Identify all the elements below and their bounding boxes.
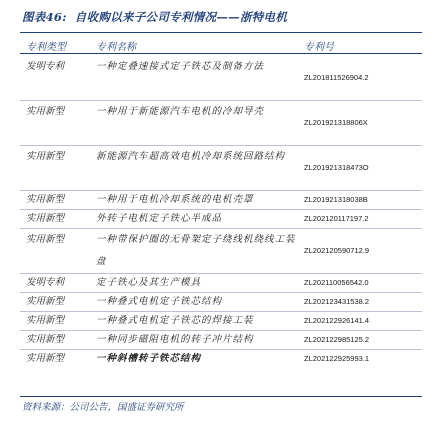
- table-row: [20, 331, 422, 350]
- patent-name-cell: 新能源汽车超高效电机冷却系统回路结构: [96, 151, 286, 162]
- table-row: [20, 210, 422, 229]
- patent-number-cell: ZL202122926141.4: [304, 316, 370, 325]
- patent-number-cell: ZL202122985125.2: [304, 335, 370, 344]
- table-row: [20, 56, 422, 101]
- column-header-type: 专利类型: [26, 42, 66, 53]
- patent-number-cell: ZL202120117197.2: [304, 214, 369, 223]
- figure-title: [22, 9, 287, 25]
- patent-number-cell: ZL202110056542.0: [304, 278, 369, 287]
- patent-name-cell: 一种叠式电机定子铁芯结构: [96, 296, 223, 307]
- patent-type-cell: 实用新型: [26, 296, 65, 307]
- patent-type-cell: 实用新型: [26, 353, 65, 364]
- patent-type-cell: 实用新型: [26, 234, 65, 245]
- patent-name-cell: 一种用于电机冷却系统的电机壳罩: [96, 194, 254, 205]
- patent-name-cell: 定子铁心及其生产模具: [96, 277, 202, 288]
- table-row: [20, 274, 422, 293]
- table-row: [20, 191, 422, 210]
- source-note: 资料来源：公司公告，国盛证券研究所: [22, 402, 184, 413]
- patent-name-cell: 一种斜槽转子铁芯结构: [96, 353, 202, 364]
- table-row: [20, 350, 422, 368]
- patent-type-cell: 实用新型: [26, 315, 65, 326]
- table-row: [20, 229, 422, 274]
- patent-number-cell: ZL201921318806X: [304, 118, 368, 127]
- patent-name-cell: 一种定叠速接式定子铁芯及制备方法: [96, 61, 265, 72]
- patent-number-cell: ZL202122925993.1: [304, 354, 370, 363]
- patent-type-cell: 实用新型: [26, 106, 65, 117]
- patent-number-cell: ZL202120590712.9: [304, 246, 370, 255]
- patent-number-cell: ZL201921318038B: [304, 195, 368, 204]
- patent-name-cell: 一种带保护圈的无骨架定子绕线机绕线工装盘: [96, 234, 296, 267]
- patent-type-cell: 发明专利: [26, 61, 65, 72]
- table-row: [20, 101, 422, 146]
- patent-name-cell: 一种同步磁阻电机的转子冲片结构: [96, 334, 254, 345]
- patent-number-cell: ZL202123431538.2: [304, 297, 370, 306]
- patent-name-cell: 一种叠式电机定子铁芯的焊接工装: [96, 315, 254, 326]
- patent-type-cell: 发明专利: [26, 277, 65, 288]
- patent-type-cell: 实用新型: [26, 194, 65, 205]
- patent-number-cell: ZL201921318473O: [304, 163, 369, 172]
- patent-name-cell: 外转子电机定子铁心半成品: [96, 213, 223, 224]
- patent-type-cell: 实用新型: [26, 334, 65, 345]
- patent-table-body: [20, 56, 422, 368]
- column-header-name: 专利名称: [96, 42, 136, 53]
- patent-type-cell: 实用新型: [26, 151, 65, 162]
- patent-type-cell: 实用新型: [26, 213, 65, 224]
- table-row: [20, 312, 422, 331]
- table-bottom-rule: [20, 396, 422, 397]
- patent-name-cell: 一种用于新能源汽车电机的冷却导壳: [96, 106, 265, 117]
- table-row: [20, 293, 422, 312]
- figure-number: 图表46:: [22, 10, 67, 24]
- table-header-rule: [20, 53, 422, 54]
- table-row: [20, 146, 422, 191]
- patent-number-cell: ZL201811526904.2: [304, 73, 369, 82]
- column-header-number: 专利号: [304, 42, 334, 53]
- table-top-rule: [20, 32, 422, 33]
- figure-title-text: 自收购以来子公司专利情况——浙特电机: [74, 10, 288, 24]
